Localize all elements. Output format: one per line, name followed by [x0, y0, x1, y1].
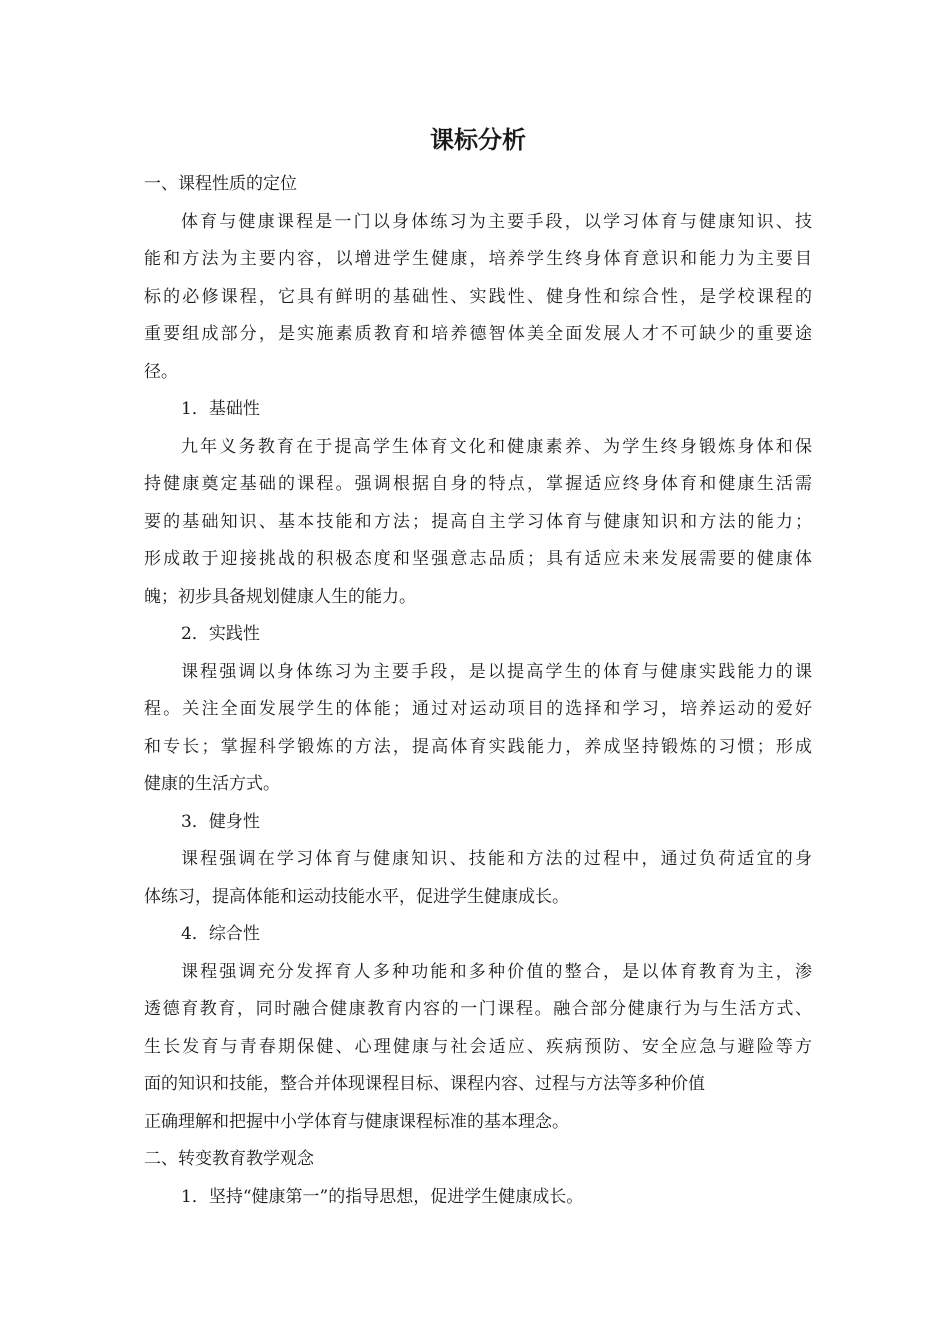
paragraph-line: 课程强调以身体练习为主要手段，是以提高学生的体育与健康实践能力的课 [181, 661, 812, 682]
subsection-heading: 3．健身性 [181, 811, 260, 832]
paragraph-line: 课程强调充分发挥育人多种功能和多种价值的整合，是以体育教育为主，渗 [181, 961, 812, 982]
paragraph-line: 形成敢于迎接挑战的积极态度和坚强意志品质；具有适应未来发展需要的健康体 [144, 549, 812, 569]
document-title: 课标分析 [430, 126, 526, 154]
section-heading: 二、转变教育教学观念 [144, 1149, 314, 1169]
paragraph-line: 径。 [144, 361, 178, 382]
paragraph-line: 课程强调在学习体育与健康知识、技能和方法的过程中，通过负荷适宜的身 [181, 849, 812, 869]
paragraph-line: 正确理解和把握中小学体育与健康课程标准的基本理念。 [144, 1111, 569, 1132]
paragraph-line: 重要组成部分，是实施素质教育和培养德智体美全面发展人才不可缺少的重要途 [144, 324, 812, 344]
paragraph-line: 能和方法为主要内容，以增进学生健康，培养学生终身体育意识和能力为主要目 [144, 249, 812, 269]
section-heading: 一、课程性质的定位 [144, 174, 297, 194]
subsection-heading: 4．综合性 [181, 924, 260, 944]
paragraph-line: 要的基础知识、基本技能和方法；提高自主学习体育与健康知识和方法的能力； [144, 511, 812, 532]
paragraph-line: 魄；初步具备规划健康人生的能力。 [144, 586, 416, 607]
paragraph-line: 体育与健康课程是一门以身体练习为主要手段，以学习体育与健康知识、技 [181, 211, 812, 232]
paragraph-line: 标的必修课程，它具有鲜明的基础性、实践性、健身性和综合性，是学校课程的 [144, 286, 812, 307]
paragraph-line: 透德育教育，同时融合健康教育内容的一门课程。融合部分健康行为与生活方式、 [144, 999, 812, 1019]
paragraph-line: 体练习，提高体能和运动技能水平，促进学生健康成长。 [144, 886, 569, 907]
subsection-heading: 1．坚持“健康第一”的指导思想，促进学生健康成长。 [181, 1186, 584, 1207]
subsection-heading: 2．实践性 [181, 624, 260, 644]
paragraph-line: 健康的生活方式。 [144, 774, 280, 794]
paragraph-line: 九年义务教育在于提高学生体育文化和健康素养、为学生终身锻炼身体和保 [181, 436, 812, 457]
subsection-heading: 1．基础性 [181, 399, 260, 419]
paragraph-line: 持健康奠定基础的课程。强调根据自身的特点，掌握适应终身体育和健康生活需 [144, 474, 812, 494]
paragraph-line: 和专长；掌握科学锻炼的方法，提高体育实践能力，养成坚持锻炼的习惯；形成 [144, 736, 812, 757]
paragraph-line: 程。关注全面发展学生的体能；通过对运动项目的选择和学习，培养运动的爱好 [144, 699, 812, 719]
paragraph-line: 生长发育与青春期保健、心理健康与社会适应、疾病预防、安全应急与避险等方 [144, 1036, 812, 1057]
paragraph-line: 面的知识和技能，整合并体现课程目标、课程内容、过程与方法等多种价值 [144, 1074, 705, 1094]
document-page [144, 120, 812, 1216]
